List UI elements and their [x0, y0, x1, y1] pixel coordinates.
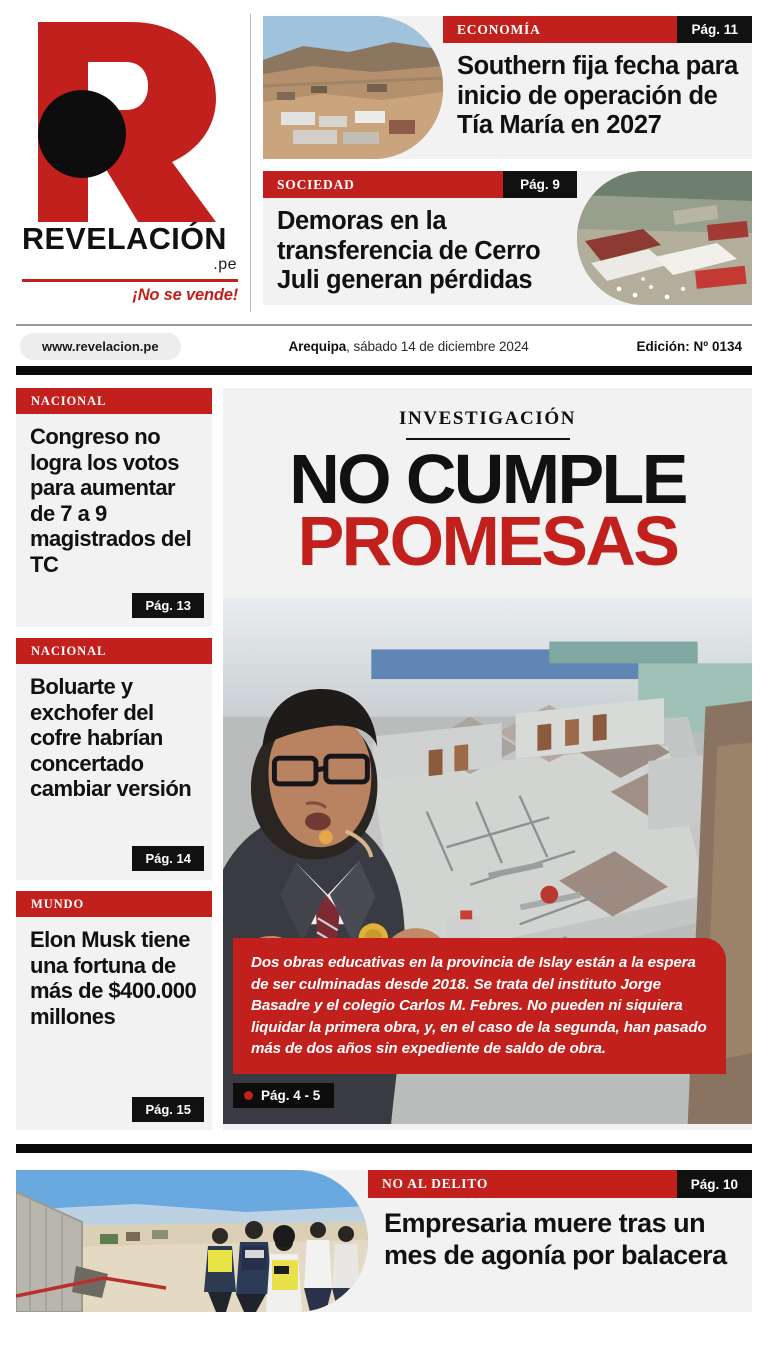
sidebar-page-wrap-3 [16, 1097, 212, 1130]
top-story-economia-headline[interactable]: Southern fija fecha para inicio de operación de Tía María en 2027 [457, 52, 738, 140]
masthead-rule [22, 279, 238, 282]
page-badge-musk[interactable]: Pág. 15 [132, 1097, 204, 1122]
top-story-sociedad-headline[interactable]: Demoras en la transferencia de Cerro Juli generan pérdidas [277, 207, 541, 295]
infobar-bottom-rule [16, 366, 752, 375]
revelacion-r-logo-icon [20, 16, 220, 228]
sidebar-headline-congreso[interactable]: Congreso no logra los votos para aumentar de 7 a 9 magistrados del TC [30, 424, 192, 577]
top-story-sociedad-body [263, 171, 577, 305]
sidebar-item-congreso[interactable] [16, 388, 212, 627]
category-badge-sociedad[interactable]: SOCIEDAD [263, 171, 503, 198]
bottom-story-photo [16, 1170, 368, 1312]
issue-date-text: , sábado 14 de diciembre 2024 [346, 338, 529, 354]
bottom-story-headline[interactable]: Empresaria muere tras un mes de agonía por balacera [384, 1208, 727, 1270]
bottom-story-no-al-delito[interactable] [16, 1170, 752, 1312]
bottom-story-tagrow [368, 1170, 752, 1198]
issue-date [288, 339, 528, 354]
top-story-sociedad-photo [577, 171, 752, 305]
edition-number: Edición: Nº 0134 [636, 338, 742, 354]
page-badge-sociedad[interactable]: Pág. 9 [503, 171, 577, 198]
masthead[interactable] [16, 10, 238, 322]
top-story-economia[interactable] [263, 16, 752, 159]
category-badge-no-al-delito[interactable]: NO AL DELITO [368, 1170, 677, 1198]
top-story-sociedad-tagrow [263, 171, 577, 198]
sidebar [16, 388, 212, 1130]
bottom-story-body [368, 1170, 752, 1312]
sidebar-page-wrap-1 [16, 593, 212, 627]
feature-page-badge[interactable] [233, 1083, 334, 1108]
feature-headline[interactable] [223, 440, 752, 581]
sidebar-page-wrap-2 [16, 846, 212, 880]
sidebar-headline-boluarte[interactable]: Boluarte y exchofer del cofre habrían concertado cambiar versión [30, 674, 192, 802]
top-story-economia-tagrow [443, 16, 752, 43]
feature-kicker: INVESTIGACIÓN [398, 408, 577, 429]
issue-place: Arequipa [288, 338, 347, 354]
top-story-economia-photo [263, 16, 443, 159]
red-dot-icon [244, 1091, 253, 1100]
masthead-wordmark [22, 224, 238, 305]
category-badge-nacional-2[interactable]: NACIONAL [16, 638, 212, 664]
bottom-section-rule [16, 1144, 752, 1153]
feature-headline-line2: PROMESAS [297, 502, 678, 581]
sidebar-item-musk[interactable] [16, 891, 212, 1130]
sidebar-headline-musk[interactable]: Elon Musk tiene una fortuna de más de $400.000 millones [30, 927, 197, 1029]
top-story-sociedad[interactable] [263, 171, 752, 305]
main-content [16, 388, 752, 1130]
page-badge-economia[interactable]: Pág. 11 [677, 16, 752, 43]
header-vertical-divider [250, 14, 251, 312]
masthead-slogan: ¡No se vende! [132, 285, 238, 304]
sidebar-item-boluarte[interactable] [16, 638, 212, 880]
feature-page-label: Pág. 4 - 5 [261, 1088, 321, 1103]
page-badge-congreso[interactable]: Pág. 13 [132, 593, 204, 618]
infobar [16, 326, 752, 366]
feature-headline-line1: NO CUMPLE [289, 440, 686, 518]
page-badge-no-al-delito[interactable]: Pág. 10 [677, 1170, 752, 1198]
top-story-economia-body [443, 16, 752, 159]
top-stories [263, 10, 752, 322]
page-badge-boluarte[interactable]: Pág. 14 [132, 846, 204, 871]
feature-story[interactable] [223, 388, 752, 1130]
category-badge-mundo[interactable]: MUNDO [16, 891, 212, 917]
category-badge-economia[interactable]: ECONOMÍA [443, 16, 677, 43]
website-url-pill[interactable]: www.revelacion.pe [20, 333, 181, 360]
feature-caption: Dos obras educativas en la provincia de Islay están a la espera de ser culminadas desde 2018. Se trata del instituto Jorge Basadre y el colegio Carlos M. Febres. No pueden ni siquiera liquidar la primera obra, y, en el caso de la segunda, han pasado más de dos años sin expediente de saldo de obra. [233, 938, 726, 1074]
masthead-name: REVELACIÓN [22, 222, 227, 256]
category-badge-nacional-1[interactable]: NACIONAL [16, 388, 212, 414]
masthead-tld: .pe [213, 255, 237, 273]
header [16, 0, 752, 322]
